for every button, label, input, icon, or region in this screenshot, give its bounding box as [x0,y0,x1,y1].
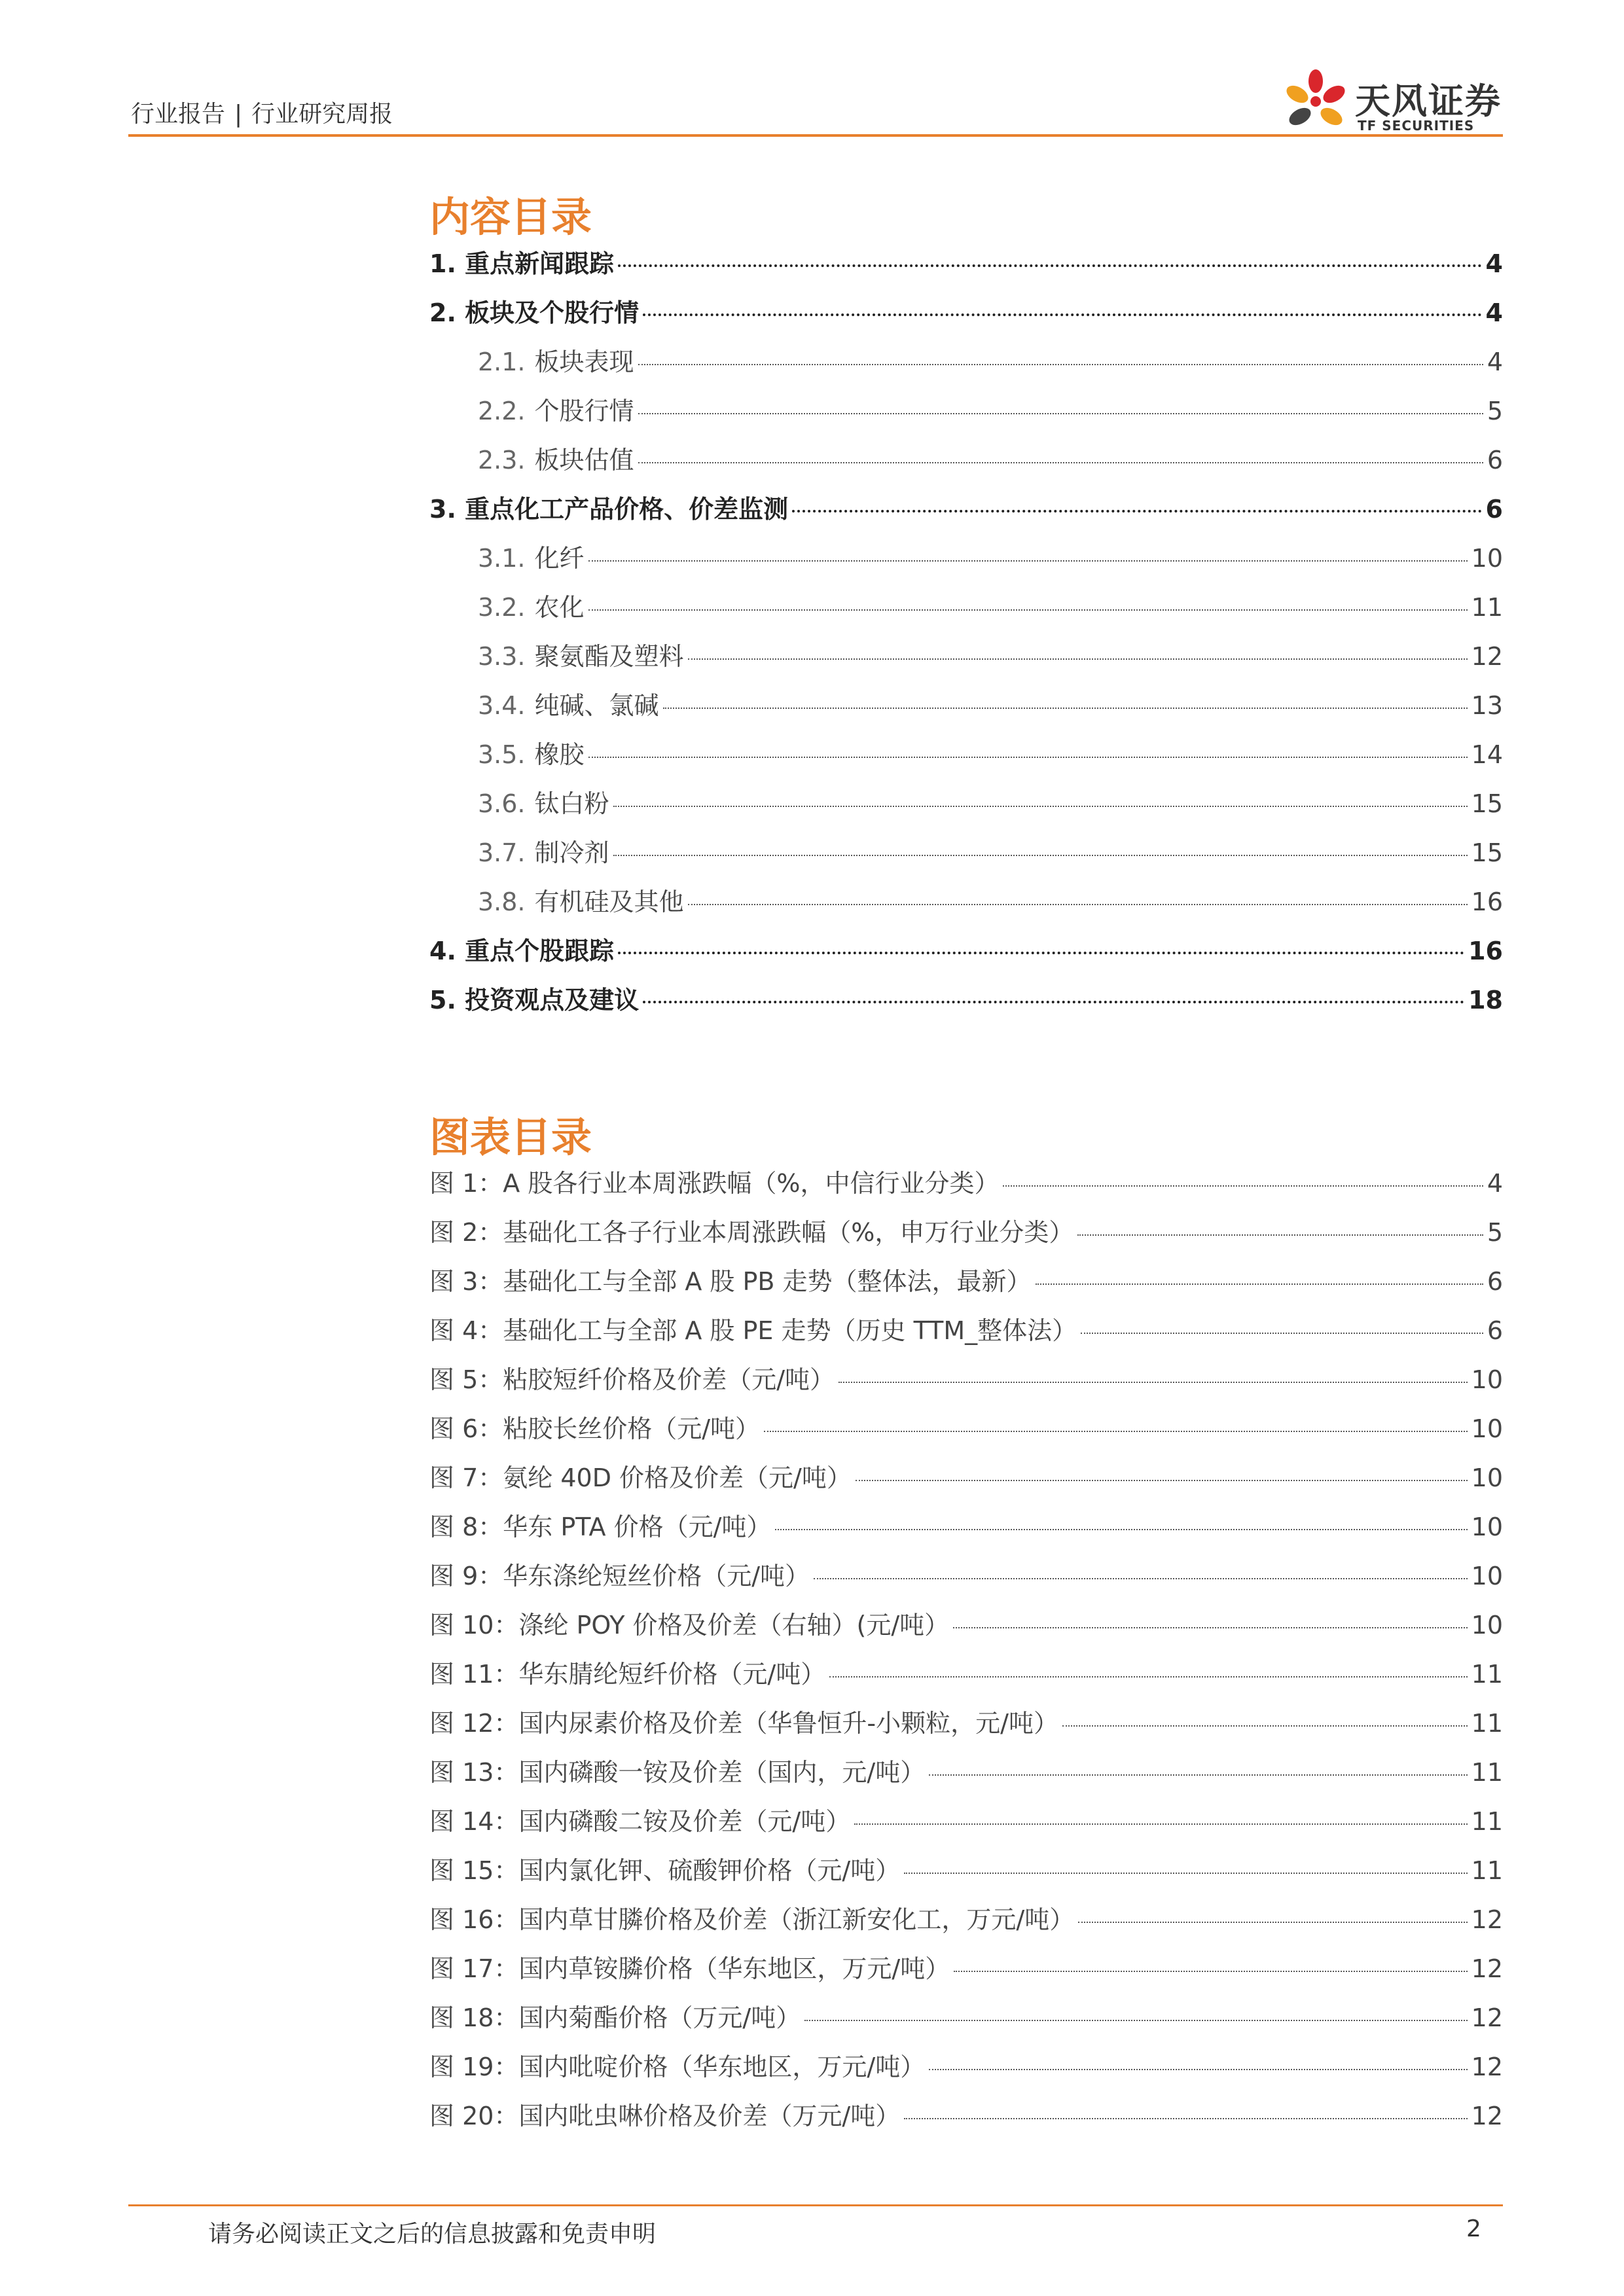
dot-leader [904,1873,1467,1874]
dot-leader [775,1529,1467,1530]
toc-subsection-entry[interactable] [429,342,1503,391]
figure-entry[interactable] [429,1899,1503,1948]
figures-title: 图表目录 [429,1113,592,1161]
toc-entry-page: 4 [1485,249,1503,278]
toc-entry-page: 16 [1471,888,1503,916]
toc-entry-page: 11 [1471,1758,1503,1787]
toc-entry-number: 3.7. [478,838,526,867]
dot-leader [688,658,1468,660]
dot-leader [1062,1725,1468,1727]
tf-securities-logo [1276,65,1512,137]
toc-entry-page: 10 [1471,1365,1503,1394]
toc-entry-number: 3.5. [478,740,526,769]
toc-entry-number: 3.4. [478,691,526,720]
dot-leader [839,1382,1468,1383]
report-type-header [131,96,393,129]
toc-subsection-entry[interactable] [429,685,1503,734]
dot-leader [643,314,1481,316]
figure-entry[interactable] [429,1752,1503,1801]
toc-entry-number: 3.2. [478,593,526,622]
report-subcategory: 行业研究周报 [251,101,393,128]
toc-entry-page: 6 [1485,495,1503,524]
dot-leader [953,1627,1467,1628]
toc-subsection-entry[interactable] [429,440,1503,489]
toc-subsection-entry[interactable] [429,833,1503,882]
dot-leader [792,510,1481,512]
dot-leader [1078,1922,1467,1923]
toc-entry-number: 3.3. [478,642,526,671]
toc-entry-number: 2.3. [478,446,526,475]
footer-divider [128,2204,1503,2206]
toc-subsection-entry[interactable] [429,783,1503,833]
toc-title: 内容目录 [429,193,592,241]
dot-leader [804,2020,1467,2021]
toc-chapter-entry[interactable] [429,931,1503,980]
toc-entry-page: 12 [1471,2003,1503,2032]
toc-entry-label: 图 18：国内菊酯价格（万元/吨） [429,2003,801,2032]
toc-entry-page: 11 [1471,1807,1503,1836]
toc-entry-label: 图 17：国内草铵膦价格（华东地区，万元/吨） [429,1954,950,1983]
toc-entry-number: 3.8. [478,888,526,916]
toc-entry-label: 图 5：粘胶短纤价格及价差（元/吨） [429,1365,835,1394]
report-category: 行业报告 [131,101,226,128]
toc-entry-number: 3.6. [478,789,526,818]
toc-entry-label: 有机硅及其他 [534,888,684,916]
dot-leader [588,560,1468,562]
toc-entry-label: 2. 板块及个股行情 [429,298,640,327]
dot-leader [929,2069,1467,2070]
toc-entry-label: 橡胶 [534,740,585,769]
toc-entry-page: 4 [1487,348,1503,376]
toc-subsection-entry[interactable] [429,734,1503,783]
toc-chapter-entry[interactable] [429,243,1503,293]
toc-entry-label: 图 1：A 股各行业本周涨跌幅（%，中信行业分类） [429,1169,1000,1198]
dot-leader [643,1001,1464,1003]
figure-entry[interactable] [429,1458,1503,1507]
dot-leader [638,413,1483,414]
toc-chapter-entry[interactable] [429,489,1503,538]
toc-list [429,243,1503,1029]
figure-entry[interactable] [429,1998,1503,2047]
dot-leader [638,462,1483,463]
toc-entry-label: 4. 重点个股跟踪 [429,937,615,965]
toc-entry-label: 图 3：基础化工与全部 A 股 PB 走势（整体法，最新） [429,1267,1032,1296]
figure-entry[interactable] [429,1556,1503,1605]
toc-entry-label: 图 14：国内磷酸二铵及价差（元/吨） [429,1807,851,1836]
figure-entry[interactable] [429,1408,1503,1458]
figure-entry[interactable] [429,1605,1503,1654]
toc-entry-page: 13 [1471,691,1503,720]
dot-leader [764,1431,1468,1432]
dot-leader [638,364,1483,365]
toc-entry-label: 图 16：国内草甘膦价格及价差（浙江新安化工，万元/吨） [429,1905,1075,1934]
dot-leader [1036,1283,1483,1285]
toc-entry-page: 5 [1487,1218,1503,1247]
toc-entry-label: 3. 重点化工产品价格、价差监测 [429,495,789,524]
toc-subsection-entry[interactable] [429,538,1503,587]
toc-subsection-entry[interactable] [429,636,1503,685]
toc-entry-label: 聚氨酯及塑料 [534,642,684,671]
dot-leader [854,1823,1467,1825]
figure-entry[interactable] [429,1654,1503,1703]
toc-entry-label: 图 20：国内吡虫啉价格及价差（万元/吨） [429,2102,901,2130]
flower-logo-icon [1276,65,1355,137]
toc-entry-page: 5 [1487,397,1503,425]
toc-entry-number: 3.1. [478,544,526,573]
toc-entry-page: 12 [1471,2102,1503,2130]
dot-leader [829,1676,1467,1677]
toc-entry-label: 图 8：华东 PTA 价格（元/吨） [429,1513,772,1541]
toc-entry-page: 12 [1471,642,1503,671]
figure-entry[interactable] [429,2096,1503,2145]
toc-entry-page: 10 [1471,1562,1503,1590]
toc-entry-label: 纯碱、氯碱 [534,691,659,720]
toc-subsection-entry[interactable] [429,391,1503,440]
toc-entry-label: 钛白粉 [534,789,609,818]
toc-entry-number: 2.2. [478,397,526,425]
toc-entry-page: 11 [1471,593,1503,622]
toc-entry-label: 1. 重点新闻跟踪 [429,249,615,278]
logo-chinese-name: 天风证券 [1355,81,1502,122]
toc-entry-label: 个股行情 [534,397,634,425]
toc-entry-page: 11 [1471,1856,1503,1885]
toc-entry-label: 5. 投资观点及建议 [429,986,640,1014]
figure-entry[interactable] [429,1703,1503,1752]
toc-entry-page: 10 [1471,1611,1503,1640]
toc-entry-label: 图 13：国内磷酸一铵及价差（国内，元/吨） [429,1758,926,1787]
dot-leader [613,806,1468,807]
toc-entry-label: 图 4：基础化工与全部 A 股 PE 走势（历史 TTM_整体法） [429,1316,1077,1345]
toc-entry-label: 图 10：涤纶 POY 价格及价差（右轴）(元/吨） [429,1611,950,1640]
toc-entry-page: 18 [1468,986,1503,1014]
toc-entry-label: 制冷剂 [534,838,609,867]
toc-entry-page: 4 [1485,298,1503,327]
toc-entry-page: 6 [1487,1316,1503,1345]
toc-entry-page: 10 [1471,1414,1503,1443]
toc-entry-page: 12 [1471,2053,1503,2081]
toc-entry-label: 图 12：国内尿素价格及价差（华鲁恒升-小颗粒，元/吨） [429,1709,1058,1738]
dot-leader [954,1971,1467,1972]
toc-entry-page: 16 [1468,937,1503,965]
logo-english-name: TF SECURITIES [1358,118,1475,134]
toc-chapter-entry[interactable] [429,293,1503,342]
figure-entry[interactable] [429,1850,1503,1899]
toc-entry-label: 板块表现 [534,348,634,376]
toc-entry-label: 图 2：基础化工各子行业本周涨跌幅（%，申万行业分类） [429,1218,1074,1247]
dot-leader [1003,1185,1483,1187]
figure-entry[interactable] [429,1212,1503,1261]
figure-entry[interactable] [429,1948,1503,1998]
header-separator: | [234,101,243,128]
dot-leader [688,904,1468,905]
figure-entry[interactable] [429,1261,1503,1310]
figure-entry[interactable] [429,2047,1503,2096]
figures-list [429,1163,1503,2145]
toc-entry-label: 图 6：粘胶长丝价格（元/吨） [429,1414,761,1443]
toc-subsection-entry[interactable] [429,587,1503,636]
toc-entry-label: 图 15：国内氯化钾、硫酸钾价格（元/吨） [429,1856,901,1885]
toc-entry-page: 12 [1471,1905,1503,1934]
toc-entry-label: 农化 [534,593,585,622]
toc-entry-page: 10 [1471,1513,1503,1541]
dot-leader [588,757,1468,758]
toc-entry-page: 11 [1471,1709,1503,1738]
toc-entry-page: 11 [1471,1660,1503,1689]
toc-entry-page: 10 [1471,544,1503,573]
figure-entry[interactable] [429,1507,1503,1556]
toc-entry-page: 12 [1471,1954,1503,1983]
dot-leader [1077,1234,1483,1236]
dot-leader [588,609,1468,611]
toc-chapter-entry[interactable] [429,980,1503,1029]
dot-leader [618,952,1464,954]
toc-entry-label: 图 19：国内吡啶价格（华东地区，万元/吨） [429,2053,926,2081]
page-number: 2 [1466,2215,1481,2242]
toc-entry-page: 4 [1487,1169,1503,1198]
dot-leader [618,264,1481,267]
dot-leader [814,1578,1468,1579]
dot-leader [856,1480,1468,1481]
dot-leader [1081,1333,1483,1334]
toc-entry-label: 图 9：华东涤纶短丝价格（元/吨） [429,1562,810,1590]
footer-disclaimer: 请务必阅读正文之后的信息披露和免责申明 [208,2221,657,2248]
toc-entry-label: 化纤 [534,544,585,573]
toc-entry-label: 图 7：氨纶 40D 价格及价差（元/吨） [429,1463,852,1492]
toc-entry-page: 10 [1471,1463,1503,1492]
dot-leader [904,2118,1467,2119]
toc-entry-label: 图 11：华东腈纶短纤价格（元/吨） [429,1660,826,1689]
toc-subsection-entry[interactable] [429,882,1503,931]
dot-leader [929,1774,1467,1776]
toc-entry-number: 2.1. [478,348,526,376]
dot-leader [613,855,1468,856]
toc-entry-page: 15 [1471,838,1503,867]
toc-entry-page: 14 [1471,740,1503,769]
figure-entry[interactable] [429,1163,1503,1212]
figure-entry[interactable] [429,1310,1503,1359]
toc-entry-page: 15 [1471,789,1503,818]
header-divider [128,134,1503,137]
toc-entry-page: 6 [1487,446,1503,475]
figure-entry[interactable] [429,1801,1503,1850]
toc-entry-page: 6 [1487,1267,1503,1296]
figure-entry[interactable] [429,1359,1503,1408]
dot-leader [663,708,1468,709]
toc-entry-label: 板块估值 [534,446,634,475]
